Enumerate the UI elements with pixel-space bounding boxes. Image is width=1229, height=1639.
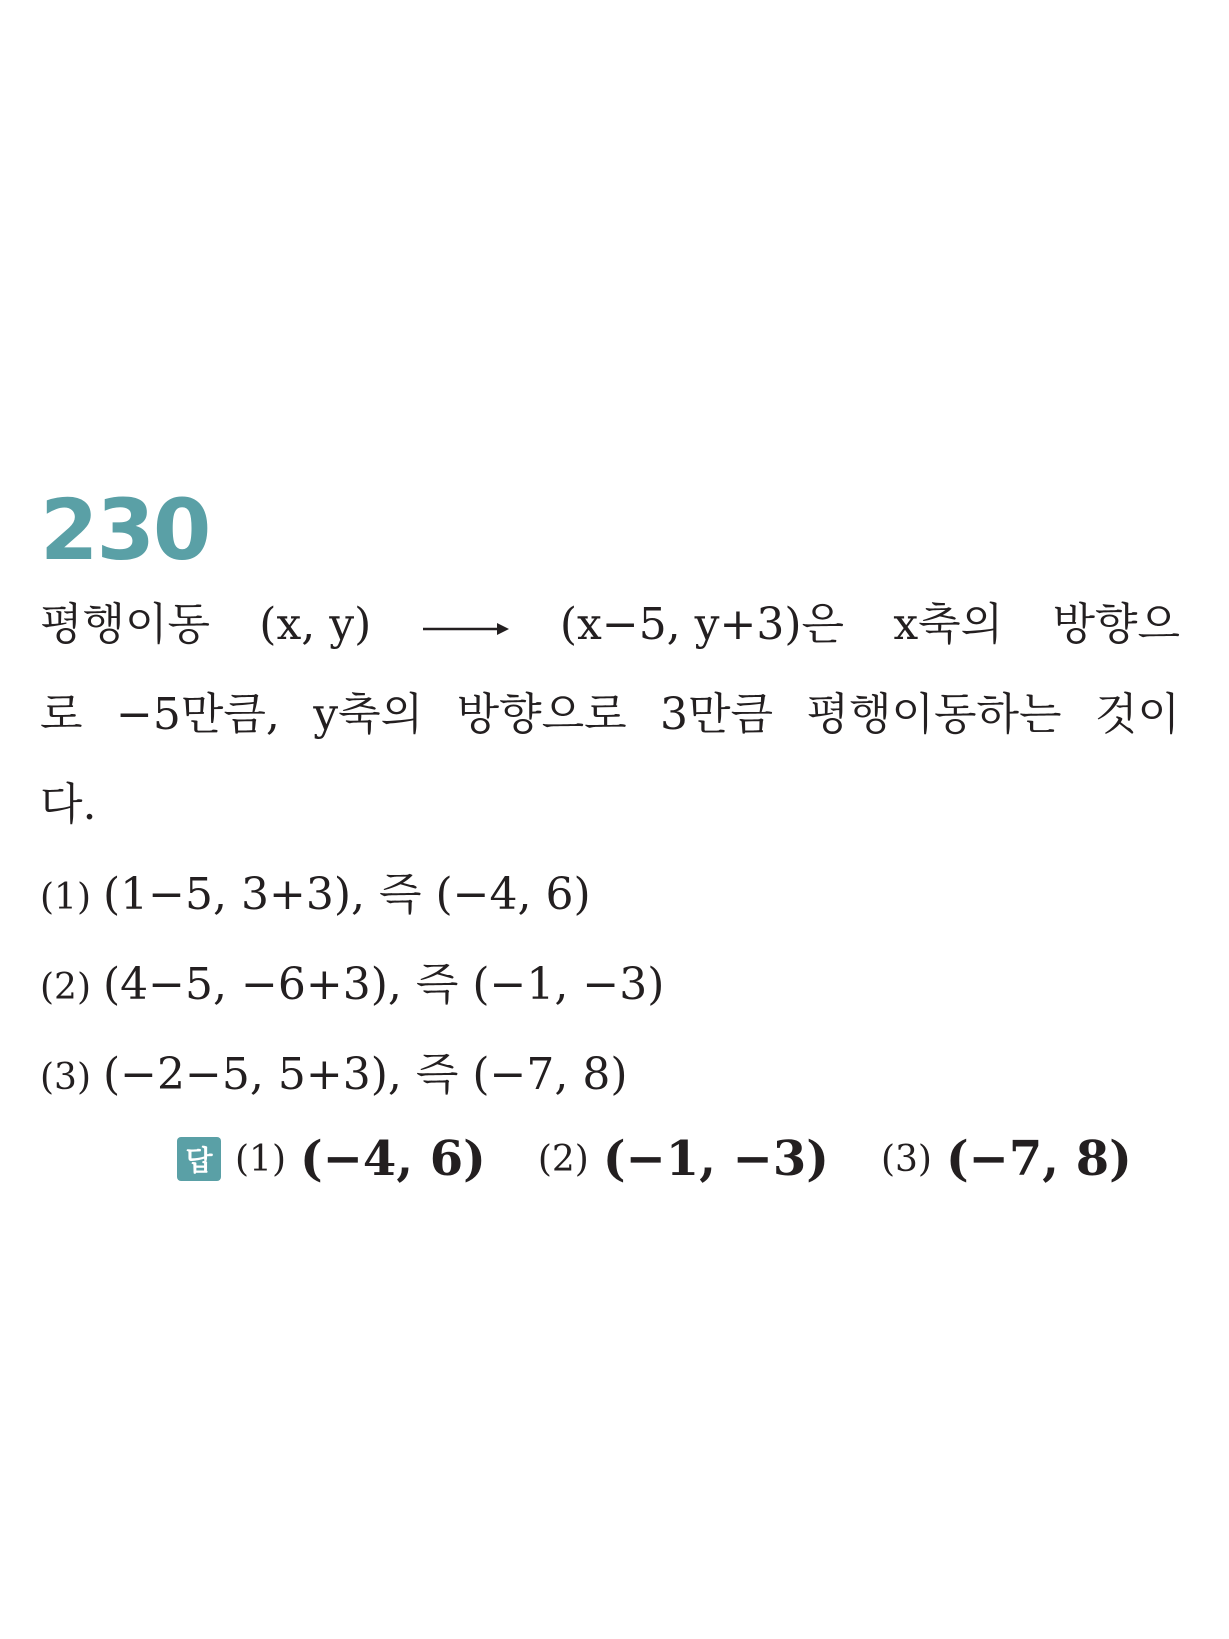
answer-value: (−4, 6) (300, 1131, 486, 1187)
text-word: 방향으로 (456, 689, 627, 740)
item-number: (2) (40, 967, 91, 1008)
explanation-line-3: 다. (40, 779, 97, 830)
item-number: (1) (40, 877, 91, 918)
text-word: x축의 (893, 599, 1004, 650)
text-word: 것이 (1094, 689, 1180, 740)
text-word: y축의 (313, 689, 424, 740)
math-expression: (x−5, y+3)은 (559, 599, 845, 650)
explanation (40, 580, 1190, 850)
math-expression: (x, y) (259, 599, 372, 650)
text-word: 로 (40, 689, 83, 740)
problem-number: 230 (40, 481, 210, 579)
explanation-line-2 (40, 670, 1180, 760)
answer-row (177, 1124, 1132, 1194)
text-word: 방향으 (1052, 599, 1180, 650)
sub-item-3 (40, 1030, 1190, 1120)
answer-value: (−7, 8) (945, 1131, 1132, 1187)
item-text: (4−5, −6+3), 즉 (−1, −3) (103, 959, 665, 1010)
text-word: −5만큼, (115, 689, 280, 740)
sub-item-1 (40, 850, 1190, 940)
arrow-icon (421, 580, 511, 670)
item-text: (−2−5, 5+3), 즉 (−7, 8) (103, 1049, 628, 1100)
sub-item-2 (40, 940, 1190, 1030)
text-word: 3만큼 (660, 689, 774, 740)
explanation-line-1 (40, 580, 1180, 670)
answer-value: (−1, −3) (602, 1131, 829, 1187)
item-number: (3) (40, 1057, 91, 1098)
text-word: 평행이동하는 (806, 689, 1062, 740)
answer-number: (1) (235, 1138, 286, 1180)
item-text: (1−5, 3+3), 즉 (−4, 6) (103, 869, 591, 920)
answer-badge: 답 (177, 1137, 221, 1181)
answer-number: (2) (537, 1138, 589, 1180)
answer-number: (3) (880, 1138, 932, 1180)
text-word: 평행이동 (40, 599, 211, 650)
problem (40, 481, 1190, 1120)
